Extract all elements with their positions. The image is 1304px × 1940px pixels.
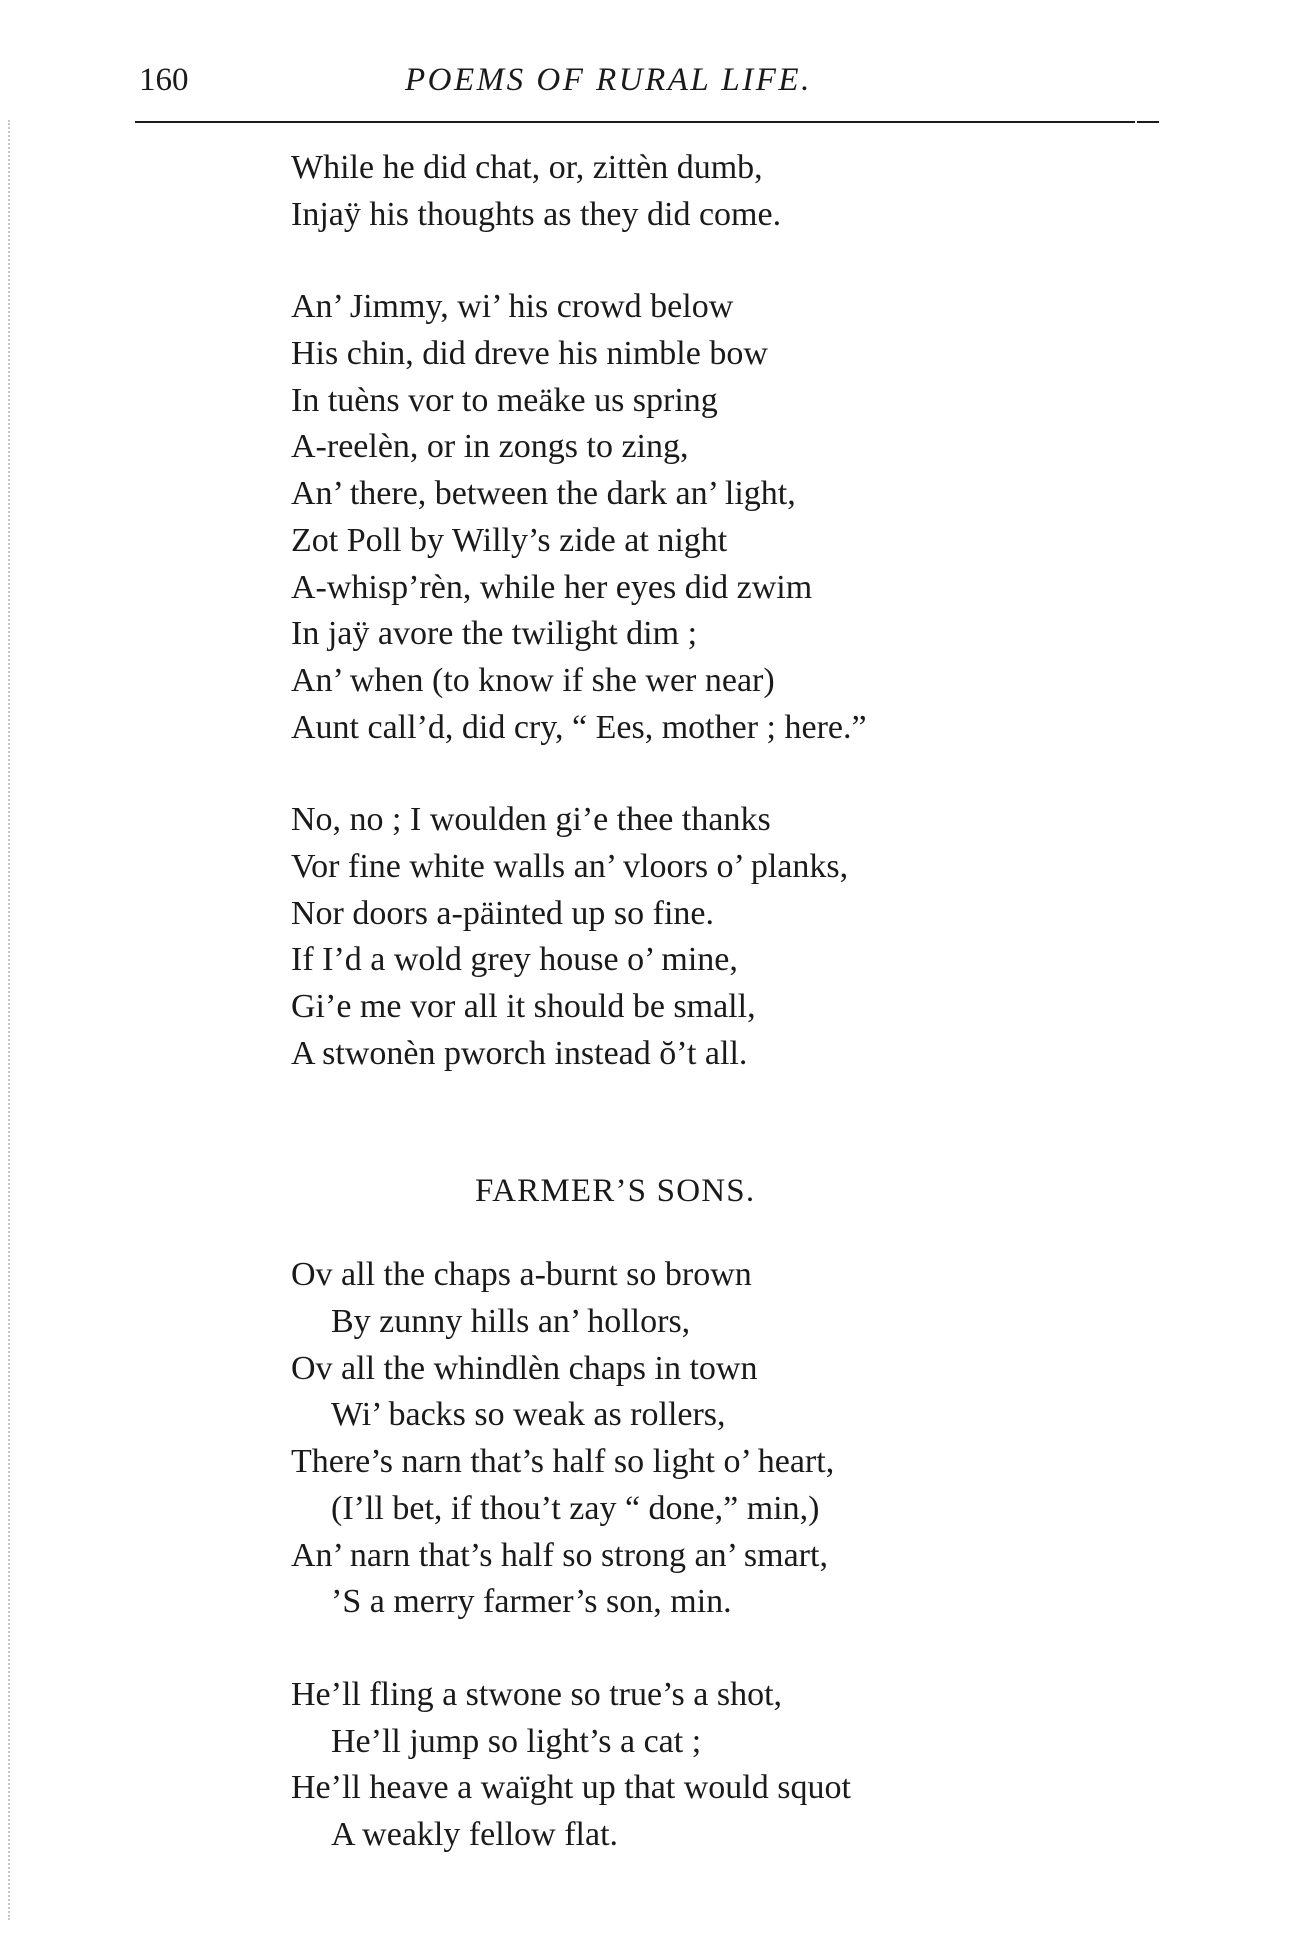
stanza — [291, 145, 1191, 238]
verse-line: Ov all the whindlèn chaps in town — [291, 1349, 758, 1387]
verse-line-indented: Wi’ backs so weak as rollers, — [331, 1396, 726, 1434]
verse-line: He’ll fling a stwone so true’s a shot, — [291, 1675, 783, 1713]
header-rule — [135, 121, 1135, 123]
verse-line: Gi’e me vor all it should be small, — [291, 988, 756, 1025]
new-poem — [291, 1168, 1191, 1858]
verse-line: In tuèns vor to meäke us spring — [291, 381, 718, 419]
continued-poem — [291, 145, 1191, 1077]
stanza-break — [291, 238, 1191, 284]
running-title: POEMS OF RURAL LIFE. — [405, 62, 812, 98]
stanza-break — [291, 751, 1191, 797]
verse-line: If I’d a wold grey house o’ mine, — [291, 941, 738, 979]
verse-line: A-reelèn, or in zongs to zing, — [291, 428, 689, 466]
verse-line: He’ll heave a waïght up that would squot — [291, 1769, 851, 1807]
verse-line: Injaÿ his thoughts as they did come. — [291, 195, 782, 233]
verse-line-indented: He’ll jump so light’s a cat ; — [331, 1722, 702, 1760]
page-gutter-dots — [8, 120, 10, 1920]
verse-line: A stwonèn pworch instead ŏ’t all. — [291, 1034, 748, 1072]
verse-line-indented: (I’ll bet, if thou’t zay “ done,” min,) — [331, 1489, 820, 1527]
stanza — [291, 1252, 1191, 1626]
verse-line: Ov all the chaps a-burnt so brown — [291, 1256, 752, 1294]
verse-line: Vor fine white walls an’ vloors o’ planks, — [291, 847, 849, 885]
verse-line: A-whisp’rèn, while her eyes did zwim — [291, 568, 813, 606]
stanza — [291, 284, 1191, 751]
verse-line-indented: A weakly fellow flat. — [331, 1815, 619, 1853]
title-spacing — [291, 1214, 1191, 1252]
verse-line: No, no ; I woulden gi’e thee thanks — [291, 801, 771, 839]
verse-line-indented: By zunny hills an’ hollors, — [331, 1303, 691, 1341]
verse-line-indented: ’S a merry farmer’s son, min. — [331, 1583, 732, 1621]
verse-line: Zot Poll by Willy’s zide at night — [291, 521, 728, 559]
poem-title: FARMER’S SONS. — [475, 1173, 756, 1210]
verse-line: There’s narn that’s half so light o’ heart, — [291, 1443, 835, 1481]
page-text — [291, 145, 1191, 1859]
section-break — [291, 1077, 1191, 1168]
verse-line: His chin, did dreve his nimble bow — [291, 335, 768, 373]
stanza-break — [291, 1626, 1191, 1672]
verse-line: Aunt call’d, did cry, “ Ees, mother ; here.” — [291, 708, 867, 746]
page-number: 160 — [139, 62, 189, 98]
header-rule-tail — [1137, 121, 1159, 123]
verse-line: An’ when (to know if she wer near) — [291, 661, 775, 699]
verse-line: An’ Jimmy, wi’ his crowd below — [291, 288, 734, 326]
stanza — [291, 797, 1191, 1077]
verse-line: In jaÿ avore the twilight dim ; — [291, 615, 698, 653]
stanza — [291, 1672, 1191, 1859]
verse-line: An’ there, between the dark an’ light, — [291, 475, 796, 513]
verse-line: Nor doors a-päinted up so fine. — [291, 894, 715, 932]
verse-line: While he did chat, or, zittèn dumb, — [291, 149, 763, 186]
verse-line: An’ narn that’s half so strong an’ smart, — [291, 1536, 828, 1574]
